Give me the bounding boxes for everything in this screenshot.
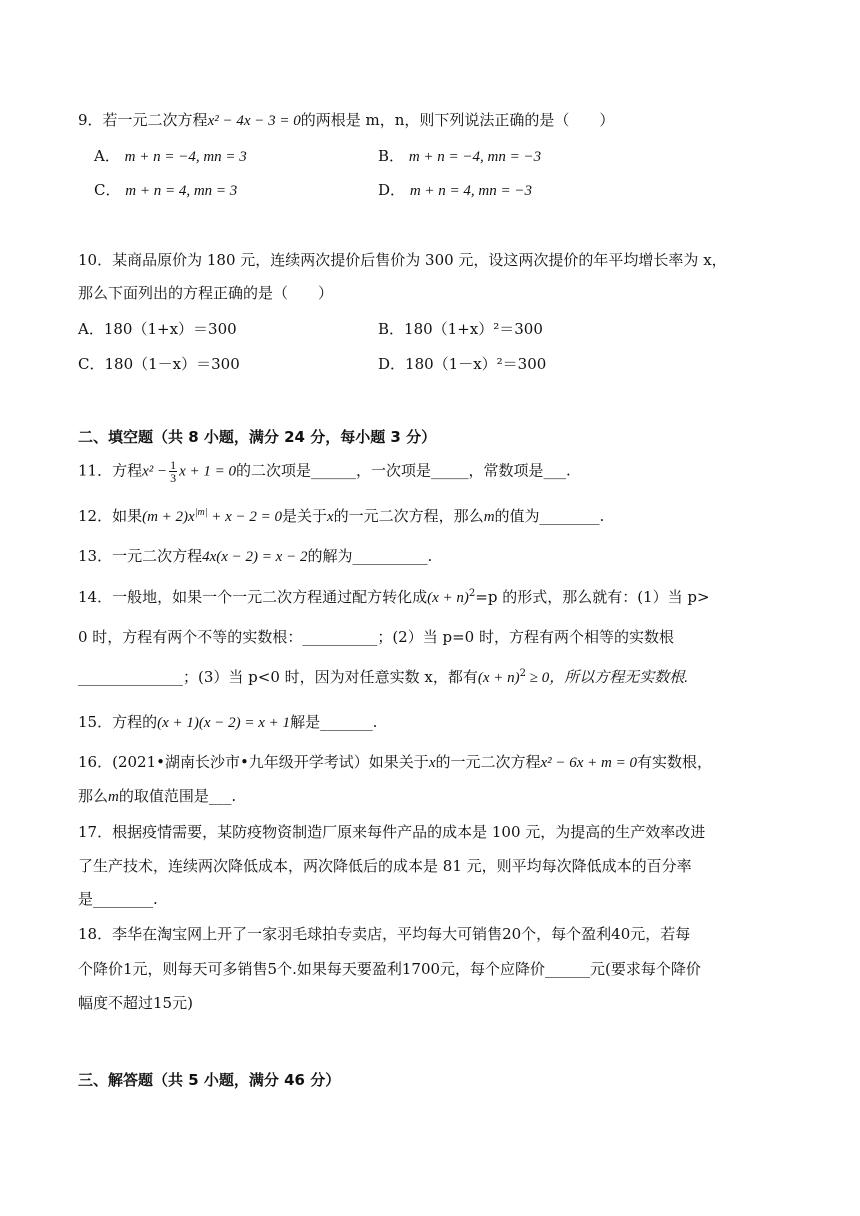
q9-number: 9． — [78, 111, 103, 129]
q16-equation: x² − 6x + m = 0 — [540, 755, 638, 771]
q16-text-5: 的取值范围是___. — [118, 787, 237, 805]
option-label: A． — [78, 320, 104, 338]
q16-line-2 — [78, 787, 236, 806]
q16-variable-m: m — [108, 789, 119, 805]
option-text: 180（1+x）＝300 — [103, 320, 237, 338]
q15-equation: (x + 1)(x − 2) = x + 1 — [157, 715, 291, 731]
q16-text-2: 的一元二次方程 — [435, 753, 541, 771]
q12-equation-part-2: + x − 2 = 0 — [207, 509, 282, 525]
option-label: B． — [378, 320, 405, 338]
q17-line-1: 17．根据疫情需要，某防疫物资制造厂原来每件产品的成本是 100 元，为提高的生产效率改进 — [78, 823, 706, 841]
q12-variable-x: x — [327, 509, 334, 525]
option-text: m + n = −4, mn = 3 — [124, 149, 247, 165]
q12-exponent: |m| — [194, 507, 208, 518]
section-3-heading: 三、解答题（共 5 小题，满分 46 分） — [78, 1071, 341, 1089]
option-label: D． — [378, 181, 406, 199]
q12-text-1: 如果 — [112, 507, 143, 525]
q16-variable-x: x — [428, 755, 436, 771]
q11-equation-part-1: x² − — [142, 463, 168, 480]
q12-text-4: 的值为________. — [494, 507, 605, 525]
q15-text-1: 方程的 — [112, 713, 158, 731]
q11-text-2: 的二次项是______，一次项是_____，常数项是___. — [236, 461, 571, 480]
q10-option-b — [378, 318, 543, 339]
q13-text-2: 的解为__________. — [307, 547, 433, 565]
q16-text-3: 有实数根， — [637, 753, 713, 771]
q14-equation-1: (x + n) — [427, 590, 469, 606]
q15-number: 15． — [78, 713, 113, 731]
q18-line-1: 18．李华在淘宝网上开了一家羽毛球拍专卖店，平均每大可销售20个，每个盈利40元，若每 — [78, 925, 691, 943]
fraction-numerator: 1 — [170, 458, 177, 472]
q14-text-2: =p 的形式，那么就有：(1）当 p> — [475, 588, 710, 606]
q12-text-2: 是关于 — [281, 507, 327, 525]
q16-text-4: 那么 — [78, 787, 109, 805]
q14-line-2: 0 时，方程有两个不等的实数根：__________；(2）当 p=0 时，方程有两个相等的实数根 — [78, 628, 674, 646]
q9-text-2: 的两根是 m，n，则下列说法正确的是（ ） — [300, 111, 615, 129]
q10-stem-line-2: 那么下面列出的方程正确的是（ ） — [78, 284, 334, 302]
option-label: C． — [78, 355, 105, 373]
q9-option-d — [378, 179, 532, 200]
q11 — [78, 459, 571, 484]
q14-line-1 — [78, 588, 710, 607]
q14-text-4: ≥ 0，所以方程无实数根. — [526, 670, 689, 686]
option-text: m + n = 4, mn = −3 — [409, 183, 532, 199]
option-label: B． — [378, 147, 405, 165]
q18-line-3: 幅度不超过15元) — [78, 994, 193, 1012]
q10-stem-line-1: 10．某商品原价为 180 元，连续两次提价后售价为 300 元，设这两次提价的年平均增长率为 x， — [78, 251, 727, 269]
q12 — [78, 507, 604, 526]
option-text: m + n = −4, mn = −3 — [408, 149, 542, 165]
q12-text-3: 的一元二次方程，那么 — [333, 507, 484, 525]
option-label: C． — [94, 181, 121, 199]
q11-number: 11． — [78, 461, 113, 480]
q10-option-d — [378, 353, 546, 374]
q14-equation-2: (x + n) — [477, 670, 520, 686]
q11-equation-part-2: x + 1 = 0 — [179, 463, 237, 480]
q14-exponent-1: 2 — [468, 588, 476, 599]
q11-text-1: 方程 — [112, 461, 143, 480]
q12-equation-part-1: (m + 2)x — [142, 509, 195, 525]
q17-line-3: 是________. — [78, 890, 158, 908]
q14-exponent-2: 2 — [519, 668, 527, 679]
q11-fraction — [169, 459, 177, 484]
q9-stem — [78, 111, 614, 130]
q10-option-c — [78, 353, 240, 374]
q17-line-2: 了生产技术，连续两次降低成本，两次降低后的成本是 81 元，则平均每次降低成本的百分率 — [78, 857, 692, 875]
q12-variable-m: m — [483, 509, 495, 525]
q16-text-1: 16．(2021•湖南长沙市•九年级开学考试）如果关于 — [78, 753, 429, 771]
q14-line-3 — [78, 668, 688, 687]
option-text: m + n = 4, mn = 3 — [125, 183, 238, 199]
q9-option-c — [94, 179, 237, 200]
section-2-heading: 二、填空题（共 8 小题，满分 24 分，每小题 3 分） — [78, 428, 437, 446]
q9-option-a — [94, 145, 247, 166]
q13 — [78, 547, 432, 566]
q13-number: 13． — [78, 547, 113, 565]
option-label: A． — [94, 147, 120, 165]
option-text: 180（1－x）²＝300 — [405, 355, 547, 373]
q12-number: 12． — [78, 507, 113, 525]
q18-line-2: 个降价1元，则每天可多销售5个.如果每天要盈利1700元，每个应降价______元(要求每个降价 — [78, 960, 701, 978]
q13-equation: 4x(x − 2) = x − 2 — [202, 549, 308, 565]
q14-text-3: ______________；(3）当 p<0 时，因为对任意实数 x，都有 — [78, 668, 478, 686]
fraction-denominator: 3 — [170, 471, 177, 485]
q16-line-1 — [78, 753, 712, 772]
q9-option-b — [378, 145, 541, 166]
option-label: D． — [378, 355, 406, 373]
q9-text-1: 若一元二次方程 — [102, 111, 208, 129]
q14-text-1: 14．一般地，如果一个一元二次方程通过配方转化成 — [78, 588, 428, 606]
q15 — [78, 713, 377, 732]
q15-text-2: 解是_______. — [290, 713, 378, 731]
q10-option-a — [78, 318, 237, 339]
option-text: 180（1－x）＝300 — [104, 355, 240, 373]
q13-text-1: 一元二次方程 — [112, 547, 203, 565]
q9-equation: x² − 4x − 3 = 0 — [207, 113, 301, 129]
option-text: 180（1+x）²＝300 — [404, 320, 543, 338]
